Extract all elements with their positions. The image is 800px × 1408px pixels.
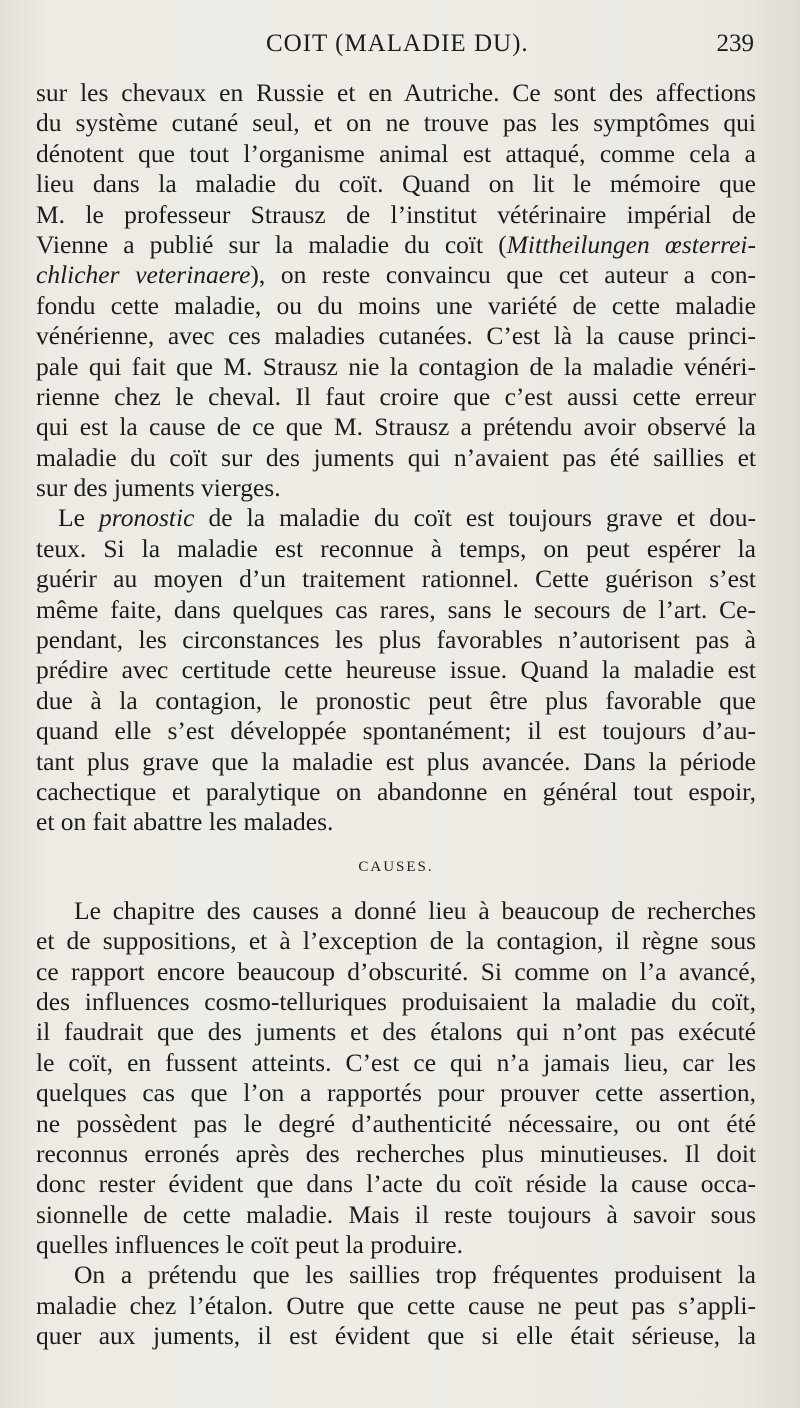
- text-line: maladie chez l’étalon. Outre que cette cause ne peut pas s’appli-: [36, 1290, 756, 1320]
- text-line: [36, 260, 756, 290]
- text-line: tant plus grave que la maladie est plus avancée. Dans la période: [36, 746, 756, 776]
- text-line: pendant, les circonstances les plus favorables n’autorisent pas à: [36, 625, 756, 655]
- text-line: pale qui fait que M. Strausz nie la contagion de la maladie vénéri-: [36, 351, 756, 381]
- text-run: ), on reste convaincu que cet auteur a con-: [250, 260, 756, 290]
- text-run: de la maladie du coït est toujours grave et dou-: [194, 503, 756, 533]
- text-line: due à la contagion, le pronostic peut être plus favorable que: [36, 685, 756, 715]
- text-line: teux. Si la maladie est reconnue à temps, on peut espérer la: [36, 533, 756, 563]
- text-line: quer aux juments, il est évident que si elle était sérieuse, la: [36, 1321, 756, 1351]
- text-line: le coït, en fussent atteints. C’est ce qui n’a jamais lieu, car les: [36, 1047, 756, 1077]
- running-head: COIT (MALADIE DU).: [266, 30, 529, 57]
- text-line: quand elle s’est développée spontanément; il est toujours d’au-: [36, 716, 756, 746]
- text-line: des influences cosmo-telluriques produisaient la maladie du coït,: [36, 986, 756, 1016]
- citation-title-cont: chlicher veterinaere: [36, 260, 251, 290]
- text-line: sur les chevaux en Russie et en Autriche. Ce sont des affections: [36, 78, 756, 107]
- citation-title: Mittheilungen œsterrei-: [506, 229, 756, 259]
- section-heading: CAUSES.: [358, 858, 434, 875]
- text-line: guérir au moyen d’un traitement rationnel. Cette guérison s’est: [36, 564, 756, 594]
- text-line: qui est la cause de ce que M. Strausz a prétendu avoir observé la: [36, 412, 756, 442]
- page-number: 239: [716, 30, 754, 57]
- page-header: [0, 30, 800, 66]
- body-text: [36, 78, 756, 1352]
- text-line: sur des juments vierges.: [36, 473, 281, 503]
- text-line: ce rapport encore beaucoup d’obscurité. Si comme on l’a avancé,: [36, 956, 756, 986]
- text-line: sionnelle de cette maladie. Mais il reste toujours à savoir sous: [36, 1199, 756, 1229]
- text-run: Le: [58, 503, 99, 533]
- text-line: [36, 230, 756, 260]
- text-line: dénotent que tout l’organisme animal est attaqué, comme cela a: [36, 138, 756, 168]
- text-line: quelles influences le coït peut la produire.: [36, 1230, 463, 1260]
- text-line: et on fait abattre les malades.: [36, 807, 334, 837]
- paragraph-start: [36, 503, 756, 533]
- text-line: maladie du coït sur des juments qui n’avaient pas été saillies et: [36, 442, 756, 472]
- pronostic-term: pronostic: [99, 503, 195, 533]
- text-line: ne possèdent pas le degré d’authenticité nécessaire, ou ont été: [36, 1108, 756, 1138]
- text-line: même faite, dans quelques cas rares, sans le secours de l’art. Ce-: [36, 594, 756, 624]
- text-run: Vienne a publié sur la maladie du coït (: [36, 229, 507, 259]
- text-line: du système cutané seul, et on ne trouve pas les symptômes qui: [36, 108, 756, 138]
- text-line: reconnus erronés après des recherches plus minutieuses. Il doit: [36, 1138, 756, 1168]
- text-line: il faudrait que des juments et des étalons qui n’ont pas exécuté: [36, 1017, 756, 1047]
- text-line: fondu cette maladie, ou du moins une variété de cette maladie: [36, 290, 756, 320]
- paragraph-start: Le chapitre des causes a donné lieu à beaucoup de recherches: [74, 895, 756, 925]
- text-line: M. le professeur Strausz de l’institut vétérinaire impérial de: [36, 199, 756, 229]
- text-line: vénérienne, avec ces maladies cutanées. C’est là la cause princi-: [36, 321, 756, 351]
- paragraph-start: On a prétendu que les saillies trop fréquentes produisent la: [74, 1260, 756, 1290]
- text-line: cachectique et paralytique on abandonne en général tout espoir,: [36, 776, 756, 806]
- text-line: rienne chez le cheval. Il faut croire que c’est aussi cette erreur: [36, 381, 756, 411]
- text-line: et de suppositions, et à l’exception de la contagion, il règne sous: [36, 926, 756, 956]
- text-line: quelques cas que l’on a rapportés pour prouver cette assertion,: [36, 1078, 756, 1108]
- text-line: prédire avec certitude cette heureuse issue. Quand la maladie est: [36, 655, 756, 685]
- text-line: donc rester évident que dans l’acte du coït réside la cause occa-: [36, 1169, 756, 1199]
- text-line: lieu dans la maladie du coït. Quand on lit le mémoire que: [36, 169, 756, 199]
